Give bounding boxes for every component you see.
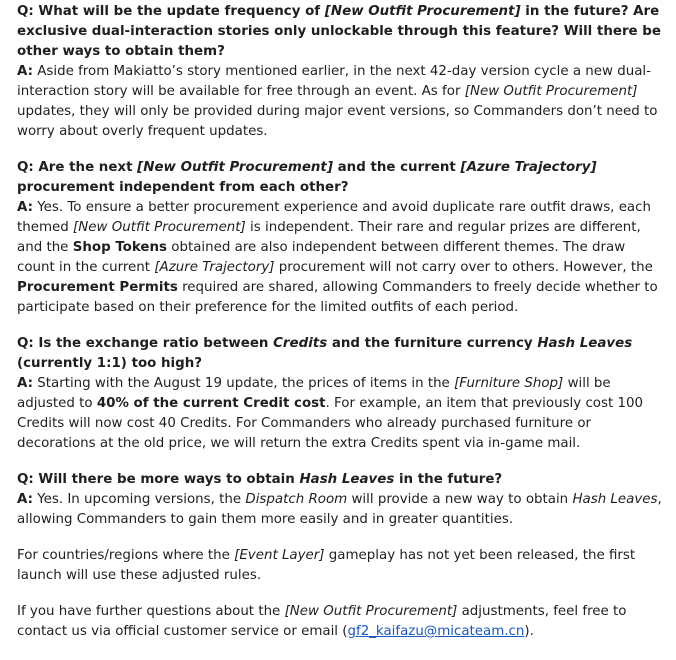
q-term: [Azure Trajectory]: [460, 160, 597, 175]
a-term: [New Outfit Procurement]: [73, 220, 246, 235]
a-term: Hash Leaves: [572, 492, 658, 507]
qa-item-procurement-independence: [17, 158, 666, 318]
email-link[interactable]: gf2_kaifazu@micateam.cn: [347, 624, 525, 639]
q-term: [New Outfit Procurement]: [324, 4, 521, 19]
a-highlight: Shop Tokens: [72, 240, 168, 255]
q-text: in the future? Are exclusive dual-interaction stories only unlockable through this feature? Will there be other ways to obtain them?: [17, 4, 661, 59]
q-text: Are the next: [38, 160, 133, 175]
q-prefix: Q:: [17, 4, 34, 19]
q-term: [New Outfit Procurement]: [137, 160, 333, 175]
a-text: obtained are also independent between different themes. The draw count in the current: [17, 240, 626, 275]
qa-item-hash-leaves: [17, 470, 666, 530]
event-layer-note: [17, 546, 666, 586]
a-text: Yes. In upcoming versions, the: [37, 492, 242, 507]
question: [17, 2, 666, 62]
a-term: [Azure Trajectory]: [154, 260, 275, 275]
a-term: Dispatch Room: [245, 492, 348, 507]
answer: [17, 198, 666, 318]
question: [17, 158, 666, 198]
answer: [17, 374, 666, 454]
contact-term: [New Outfit Procurement]: [284, 604, 458, 619]
a-text: . For example, an item that previously cost 100 Credits will now cost 40 Credits. For Commanders who already purchased furniture or decorations at the old price, we will return the extra Credits spent via in-game mail.: [17, 396, 644, 451]
a-term: [Furniture Shop]: [454, 376, 564, 391]
q-text: (currently 1:1) too high?: [17, 356, 203, 371]
question: [17, 334, 666, 374]
contact-paragraph: [17, 602, 666, 642]
q-term: Credits: [273, 336, 328, 351]
q-text: Is the exchange ratio between: [38, 336, 269, 351]
question: [17, 470, 666, 490]
note-text: gameplay has not yet been released, the first launch will use these adjusted rules.: [17, 548, 636, 583]
note-text: For countries/regions where the: [17, 548, 230, 563]
contact-text: adjustments, feel free to contact us via official customer service or email (: [17, 604, 627, 639]
a-prefix: A:: [17, 492, 33, 507]
a-text: updates, they will only be provided during major event versions, so Commanders don’t need to worry about overly frequent updates.: [17, 104, 658, 139]
a-text: Starting with the August 19 update, the prices of items in the: [37, 376, 450, 391]
a-text: procurement will not carry over to others. However, the: [278, 260, 653, 275]
q-term: Hash Leaves: [299, 472, 395, 487]
a-prefix: A:: [17, 64, 33, 79]
q-text: Will there be more ways to obtain: [38, 472, 295, 487]
q-prefix: Q:: [17, 472, 34, 487]
qa-item-exchange-ratio: [17, 334, 666, 454]
a-term: [New Outfit Procurement]: [464, 84, 638, 99]
q-term: Hash Leaves: [537, 336, 633, 351]
a-text: Aside from Makiatto’s story mentioned earlier, in the next 42-day version cycle a new dual-interaction story will be available for free through an event. As for: [17, 64, 651, 99]
a-text: required are shared, allowing Commanders to freely decide whether to participate based on their preference for the limited outfits of each period.: [17, 280, 658, 315]
a-highlight: Procurement Permits: [17, 280, 178, 295]
q-text: procurement independent from each other?: [17, 180, 349, 195]
q-prefix: Q:: [17, 336, 34, 351]
q-text: and the current: [337, 160, 456, 175]
a-text: is independent. Their rare and regular prizes are different, and the: [17, 220, 641, 255]
note-term: [Event Layer]: [234, 548, 325, 563]
qa-item-update-frequency: [17, 2, 666, 142]
q-text: and the furniture currency: [331, 336, 533, 351]
a-prefix: A:: [17, 376, 33, 391]
a-text: , allowing Commanders to gain them more easily and in greater quantities.: [17, 492, 662, 527]
a-text: Yes. To ensure a better procurement experience and avoid duplicate rare outfit draws, each themed: [17, 200, 651, 235]
q-text: What will be the update frequency of: [38, 4, 321, 19]
a-text: will provide a new way to obtain: [351, 492, 569, 507]
a-text: will be adjusted to: [17, 376, 611, 411]
answer: [17, 62, 666, 142]
a-highlight: 40% of the current Credit cost: [96, 396, 326, 411]
a-prefix: A:: [17, 200, 33, 215]
q-text: in the future?: [398, 472, 503, 487]
q-prefix: Q:: [17, 160, 34, 175]
contact-text: ).: [524, 624, 534, 639]
answer: [17, 490, 666, 530]
contact-text: If you have further questions about the: [17, 604, 281, 619]
